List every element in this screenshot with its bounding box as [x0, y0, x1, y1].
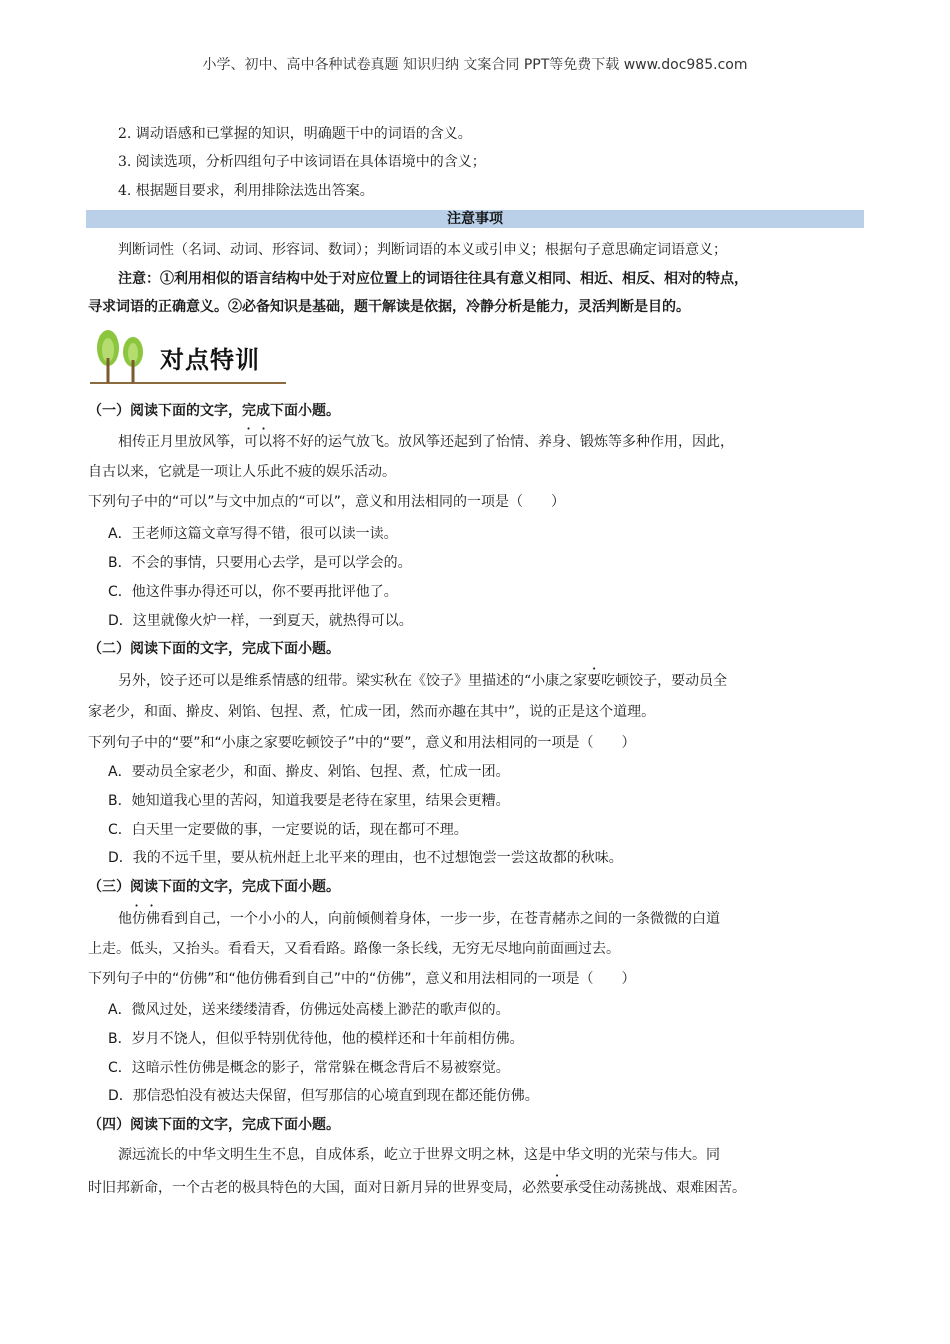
q1-option-b[interactable]: B．不会的事情，只要用心去学，是可以学会的。 — [108, 555, 412, 571]
section-title: 对点特训 — [160, 346, 260, 374]
q1-option-d[interactable]: D．这里就像火炉一样，一到夏天，就热得可以。 — [108, 613, 413, 629]
q3-title: （三）阅读下面的文字，完成下面小题。 — [88, 879, 340, 895]
q2-question: 下列句子中的“要”和“小康之家要吃顿饺子”中的“要”，意义和用法相同的一项是（ ） — [88, 735, 636, 751]
step-2: 2. 调动语感和已掌握的知识，明确题干中的词语的含义。 — [118, 126, 472, 142]
page-header: 小学、初中、高中各种试卷真题 知识归纳 文案合同 PPT等免费下载 www.doc985.com — [202, 57, 748, 73]
q3-question: 下列句子中的“仿佛”和“他仿佛看到自己”中的“仿佛”，意义和用法相同的一项是（ ） — [88, 971, 636, 987]
q2-title: （二）阅读下面的文字，完成下面小题。 — [88, 641, 340, 657]
notice-line-1: 判断词性（名词、动词、形容词、数词）；判断词语的本义或引申义；根据句子意思确定词语意义； — [118, 242, 727, 258]
q1-emphasis: 可以 — [244, 434, 272, 450]
q3-option-a[interactable]: A．微风过处，送来缕缕清香，仿佛远处高楼上渺茫的歌声似的。 — [108, 1002, 510, 1018]
q1-question: 下列句子中的“可以”与文中加点的“可以”，意义和用法相同的一项是（ ） — [88, 494, 566, 510]
q1-option-a[interactable]: A．王老师这篇文章写得不错，很可以读一读。 — [108, 526, 398, 542]
notice-title: 注意事项 — [447, 211, 503, 227]
notice-line-2: 注意：①利用相似的语言结构中处于对应位置上的词语往往具有意义相同、相近、相反、相对的特点， — [118, 271, 748, 287]
q4-title: （四）阅读下面的文字，完成下面小题。 — [88, 1117, 340, 1133]
q2-emphasis: 要 — [587, 673, 602, 689]
q2-option-d[interactable]: D．我的不远千里，要从杭州赶上北平来的理由，也不过想饱尝一尝这故都的秋味。 — [108, 850, 623, 866]
q1-passage-line-1: 相传正月里放风筝， · · 可以将不好的运气放飞。放风筝还起到了怡情、养身、锻炼等多种作用，因此， — [118, 419, 734, 450]
q4-passage-line-1: 源远流长的中华文明生生不息，自成体系，屹立于世界文明之林，这是中华文明的光荣与伟大。同 — [118, 1147, 720, 1163]
q4-emphasis: 要 — [550, 1180, 564, 1196]
q1-passage-line-2: 自古以来，它就是一项让人乐此不疲的娱乐活动。 — [88, 464, 396, 480]
step-3: 3. 阅读选项，分析四组句子中该词语在具体语境中的含义； — [118, 154, 486, 170]
notice-bar — [86, 210, 864, 228]
q2-passage-line-2: 家老少，和面、擀皮、剁馅、包捏、煮，忙成一团，然而亦趣在其中”，说的正是这个道理。 — [88, 704, 656, 720]
notice-line-3: 寻求词语的正确意义。②必备知识是基础，题干解读是依据，冷静分析是能力，灵活判断是目的。 — [88, 299, 690, 315]
q3-option-d[interactable]: D．那信恐怕没有被达夫保留，但写那信的心境直到现在都还能仿佛。 — [108, 1088, 539, 1104]
q2-option-b[interactable]: B．她知道我心里的苦闷，知道我要是老待在家里，结果会更糟。 — [108, 793, 510, 809]
q1-option-c[interactable]: C．他这件事办得还可以，你不要再批评他了。 — [108, 584, 398, 600]
q3-passage-line-1: 他 · · 仿佛看到自己，一个小小的人，向前倾侧着身体，一步一步，在苍青赭赤之间的一条微微的白道 — [118, 896, 720, 927]
q3-passage-line-2: 上走。低头，又抬头。看看天，又看看路。路像一条长线，无穷无尽地向前面画过去。 — [88, 941, 620, 957]
q3-option-b[interactable]: B．岁月不饶人，但似乎特别优待他，他的模样还和十年前相仿佛。 — [108, 1031, 524, 1047]
section-banner — [90, 328, 290, 386]
q4-passage-line-2: 时旧邦新命，一个古老的极具特色的大国，面对日新月异的世界变局，必然要承受住动荡挑战、艰难困苦。 — [88, 1180, 746, 1196]
q2-option-a[interactable]: A．要动员全家老少，和面、擀皮、剁馅、包捏、煮，忙成一团。 — [108, 764, 510, 780]
step-4: 4. 根据题目要求，利用排除法选出答案。 — [118, 183, 374, 199]
q2-passage-line-1: 另外，饺子还可以是维系情感的纽带。梁实秋在《饺子》里描述的“小康之家要吃顿饺子，要动员全 — [118, 673, 728, 689]
q3-option-c[interactable]: C．这暗示性仿佛是概念的影子，常常躲在概念背后不易被察觉。 — [108, 1060, 510, 1076]
q1-title: （一）阅读下面的文字，完成下面小题。 — [88, 403, 340, 419]
q3-emphasis: 仿佛 — [132, 911, 160, 927]
q2-option-c[interactable]: C．白天里一定要做的事，一定要说的话，现在都可不理。 — [108, 822, 468, 838]
